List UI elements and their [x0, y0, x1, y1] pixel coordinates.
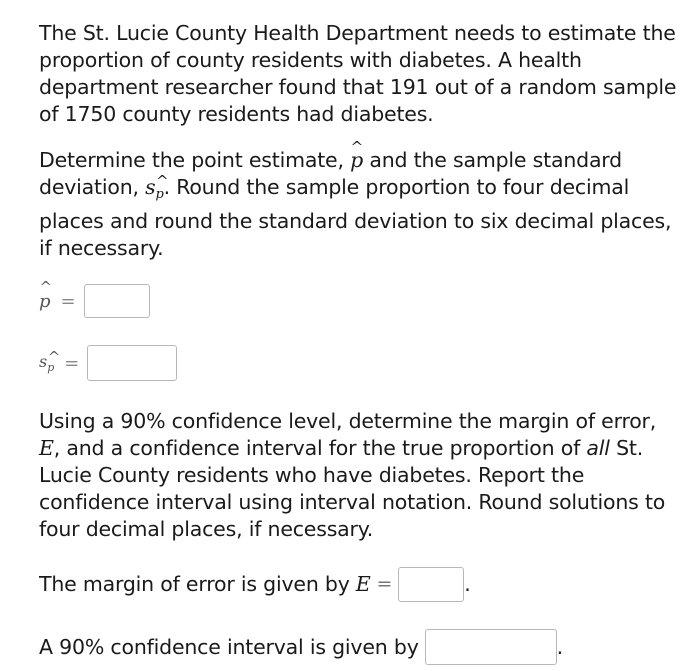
phat-answer-input[interactable] [84, 284, 150, 318]
margin-e-symbol: E [355, 572, 371, 596]
margin-period: . [464, 572, 471, 596]
s-field-row [39, 346, 177, 380]
part2-text-b: , and a confidence interval for the true proportion of [53, 436, 587, 460]
interval-label: A 90% confidence interval is given by [39, 635, 419, 659]
e-symbol: E [39, 436, 54, 460]
margin-label: The margin of error is given by [39, 572, 350, 596]
interval-answer-input[interactable] [425, 629, 557, 665]
phat-equals: = [60, 290, 76, 312]
part1-instructions [39, 147, 679, 262]
s-answer-input[interactable] [87, 345, 177, 381]
s-equals: = [64, 352, 80, 374]
problem-intro: The St. Lucie County Health Department needs to estimate the proportion of county residents with diabetes. A health department researcher found that 191 out of a random sample of 1750 county residents had diabetes. [39, 21, 677, 126]
interval-row [39, 629, 563, 665]
margin-answer-input[interactable] [398, 567, 464, 602]
phat-symbol: ^ p [350, 147, 363, 174]
part2-text-c: St. Lucie County residents who have diabetes. Report the confidence interval using interval notation. Round solutions to four decimal places, if necessary. [39, 436, 666, 541]
phat-field-row [39, 284, 150, 318]
emphasis-all: all [586, 436, 610, 460]
part2-instructions [39, 408, 679, 543]
phat-label: ^ p [39, 291, 51, 312]
s-label: s^ p [39, 352, 54, 374]
margin-row [39, 566, 471, 602]
interval-period: . [556, 635, 563, 659]
part2-text-a: Using a 90% confidence level, determine the margin of error, [39, 409, 657, 433]
margin-equals: = [376, 573, 393, 595]
part1-text-b: and the sample standard deviation, [39, 148, 622, 199]
s-symbol: s^ p [145, 175, 163, 199]
part1-text-c: . Round the sample proportion to four decimal places and round the standard deviation to six decimal places, if necessary. [39, 175, 672, 260]
part1-text-a: Determine the point estimate, [39, 148, 351, 172]
